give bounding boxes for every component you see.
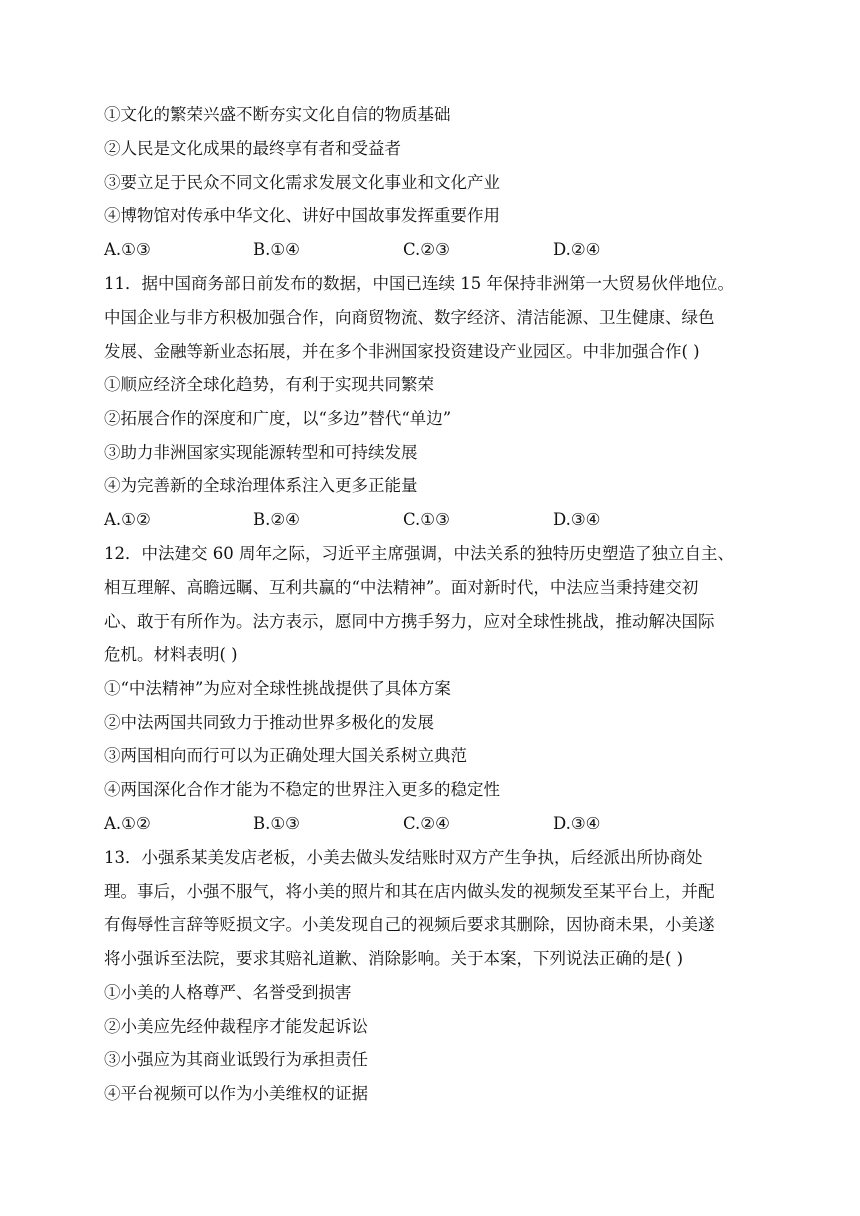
q11-statement-4: ④为完善新的全球治理体系注入更多正能量 (104, 476, 418, 495)
q13-statement-4: ④平台视频可以作为小美维权的证据 (104, 1084, 368, 1103)
option-d: D.③④ (553, 814, 601, 833)
option-d: D.③④ (553, 510, 601, 529)
q12-statement-3: ③两国相向而行可以为正确处理大国关系树立典范 (104, 746, 467, 765)
option-b: B.②④ (253, 510, 300, 529)
q13-stem-line-2: 理。事后，小强不服气，将小美的照片和其在店内做头发的视频发至某平台上，并配 (104, 882, 715, 901)
option-c: C.②③ (403, 240, 450, 259)
q10-statement-2: ②人民是文化成果的最终享有者和受益者 (104, 139, 401, 158)
q12-statement-2: ②中法两国共同致力于推动世界多极化的发展 (104, 713, 434, 732)
option-a: A.①③ (104, 240, 151, 259)
q10-statement-1: ①文化的繁荣兴盛不断夯实文化自信的物质基础 (104, 105, 451, 124)
q10-statement-4: ④博物馆对传承中华文化、讲好中国故事发挥重要作用 (104, 206, 500, 225)
q12-stem-line-4: 危机。材料表明( ) (104, 645, 238, 664)
option-d: D.②④ (553, 240, 601, 259)
option-a: A.①② (104, 814, 151, 833)
option-a: A.①② (104, 510, 151, 529)
q12-statement-1: ①“中法精神”为应对全球性挑战提供了具体方案 (104, 679, 451, 698)
q11-stem-line-2: 中国企业与非方积极加强合作，向商贸物流、数字经济、清洁能源、卫生健康、绿色 (104, 308, 715, 327)
q13-statement-2: ②小美应先经仲裁程序才能发起诉讼 (104, 1017, 368, 1036)
q11-stem-line-3: 发展、金融等新业态拓展，并在多个非洲国家投资建设产业园区。中非加强合作( ) (104, 342, 700, 361)
q12-stem-line-1: 12．中法建交 60 周年之际，习近平主席强调，中法关系的独特历史塑造了独立自主、 (104, 544, 734, 563)
q13-stem-line-3: 有侮辱性言辞等贬损文字。小美发现自己的视频后要求其删除，因协商未果，小美遂 (104, 915, 715, 934)
option-c: C.①③ (403, 510, 450, 529)
q11-statement-3: ③助力非洲国家实现能源转型和可持续发展 (104, 443, 418, 462)
q12-stem-line-3: 心、敢于有所作为。法方表示，愿同中方携手努力，应对全球性挑战，推动解决国际 (104, 612, 715, 631)
option-b: B.①④ (253, 240, 300, 259)
q10-statement-3: ③要立足于民众不同文化需求发展文化事业和文化产业 (104, 173, 500, 192)
q12-stem-line-2: 相互理解、高瞻远瞩、互利共赢的“中法精神”。面对新时代，中法应当秉持建交初 (104, 578, 699, 597)
q13-statement-3: ③小强应为其商业诋毁行为承担责任 (104, 1050, 368, 1069)
option-c: C.②④ (403, 814, 450, 833)
q13-stem-line-1: 13．小强系某美发店老板，小美去做头发结账时双方产生争执，后经派出所协商处 (104, 848, 703, 867)
q13-stem-line-4: 将小强诉至法院，要求其赔礼道歉、消除影响。关于本案，下列说法正确的是( ) (104, 949, 684, 968)
q13-statement-1: ①小美的人格尊严、名誉受到损害 (104, 983, 352, 1002)
q11-stem-line-1: 11．据中国商务部日前发布的数据，中国已连续 15 年保持非洲第一大贸易伙伴地位。 (104, 274, 734, 293)
q12-statement-4: ④两国深化合作才能为不稳定的世界注入更多的稳定性 (104, 780, 500, 799)
q11-statement-2: ②拓展合作的深度和广度，以“多边”替代“单边” (104, 409, 452, 428)
q11-statement-1: ①顺应经济全球化趋势，有利于实现共同繁荣 (104, 375, 434, 394)
option-b: B.①③ (253, 814, 300, 833)
